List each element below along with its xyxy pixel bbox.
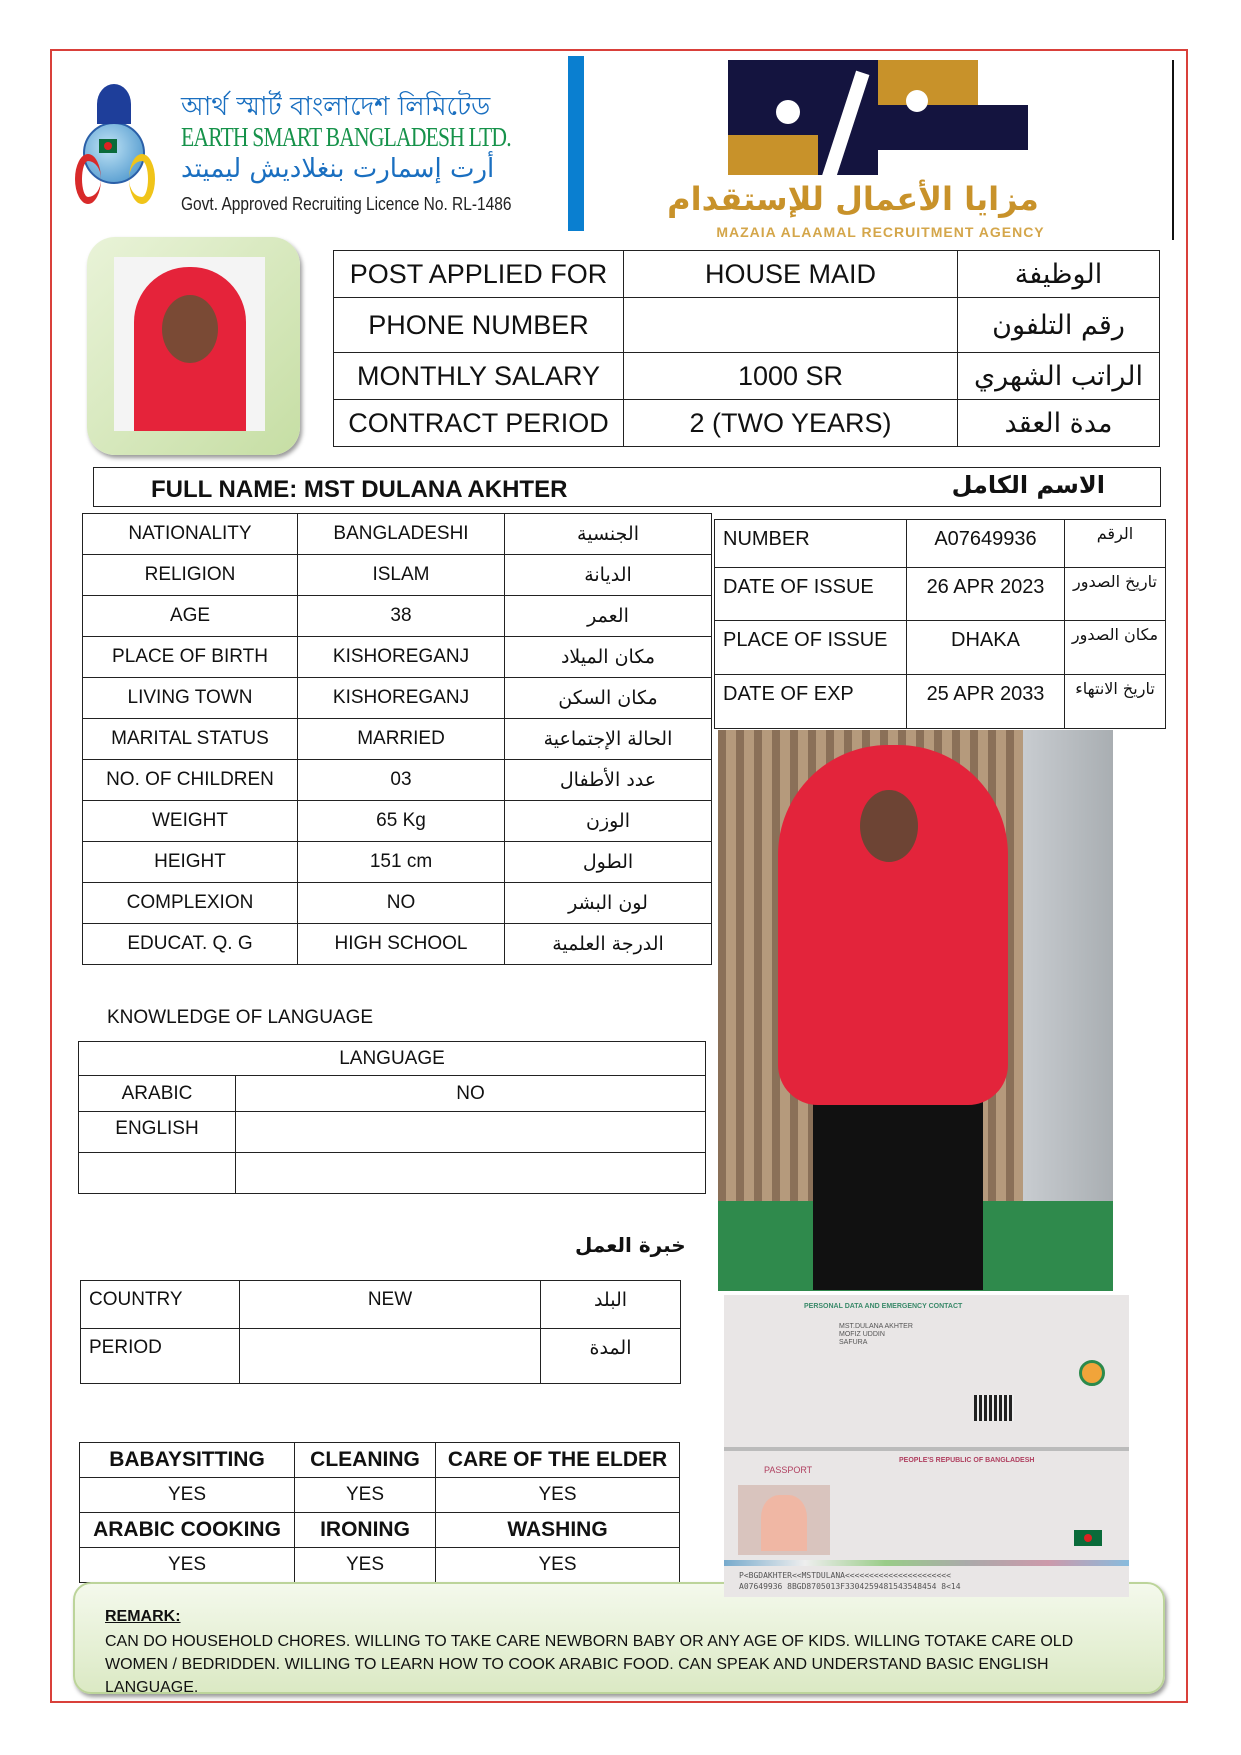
full-name: FULL NAME: MST DULANA AKHTER [151,476,568,503]
logo-bengali-text: আর্থ স্মার্ট বাংলাদেশ লিমিটেড [181,92,491,122]
work-experience-table [80,1280,681,1384]
licence-text: Govt. Approved Recruiting Licence No. RL-1486 [181,194,512,214]
table-row [83,760,712,801]
detail-value: KISHOREGANJ [298,637,505,678]
table-row [715,568,1166,621]
detail-label-ar: الدرجة العلمية [505,924,712,965]
passport-scan-father: MOFIZ UDDIN [839,1331,885,1338]
language-name [79,1153,236,1194]
detail-label: MARITAL STATUS [83,719,298,760]
detail-label: NO. OF CHILDREN [83,760,298,801]
logo-mark-icon [728,60,1028,180]
detail-value: 151 cm [298,842,505,883]
detail-label-ar: الطول [505,842,712,883]
full-name-box [93,467,1161,507]
table-row [80,1478,680,1513]
language-table [78,1041,706,1194]
detail-label: NATIONALITY [83,514,298,555]
passport-label: DATE OF ISSUE [715,568,907,621]
table-row [83,842,712,883]
experience-label-ar: البلد [541,1281,681,1329]
table-row [79,1042,706,1076]
table-row [83,924,712,965]
job-label-ar: مدة العقد [958,400,1160,447]
detail-value: NO [298,883,505,924]
detail-value: BANGLADESHI [298,514,505,555]
passport-mrz-line2: A07649936 8BGD8705013F3304259481543548454 8<14 [739,1582,961,1591]
detail-label-ar: الوزن [505,801,712,842]
passport-scan-name: MST.DULANA AKHTER [839,1323,913,1330]
passport-label: PLACE OF ISSUE [715,621,907,675]
skill-value: YES [295,1478,436,1513]
job-label: MONTHLY SALARY [334,353,624,400]
mazaia-logo [593,56,1168,241]
language-name: ARABIC [79,1076,236,1112]
earth-smart-logo [73,84,543,224]
table-row [83,596,712,637]
skill-name: CARE OF THE ELDER [436,1443,680,1478]
skill-name: IRONING [295,1513,436,1548]
table-row [83,555,712,596]
detail-label: AGE [83,596,298,637]
passport-scan-word: PASSPORT [764,1465,813,1475]
passport-page-divider [724,1447,1129,1451]
detail-value: 38 [298,596,505,637]
skill-name: WASHING [436,1513,680,1548]
table-row [81,1281,681,1329]
table-row [715,675,1166,729]
headshot-photo [114,257,265,431]
table-row [80,1513,680,1548]
language-header: LANGUAGE [79,1042,706,1076]
detail-value: 65 Kg [298,801,505,842]
table-row [83,514,712,555]
right-logo-edge [1172,60,1174,240]
mazaia-arabic-name: مزايا الأعمال للإستقدام [667,180,1039,218]
logo-english-text: EARTH SMART BANGLADESH LTD. [181,122,511,152]
table-row [79,1076,706,1112]
logo-arabic-text: أرت إسمارت بنغلاديش ليميتد [181,154,495,184]
skill-value: YES [80,1478,295,1513]
experience-label-ar: المدة [541,1329,681,1384]
table-row [80,1443,680,1478]
detail-value: 03 [298,760,505,801]
detail-label-ar: الحالة الإجتماعية [505,719,712,760]
detail-label-ar: مكان السكن [505,678,712,719]
passport-label: NUMBER [715,520,907,568]
globe-icon [75,84,155,214]
job-label: CONTRACT PERIOD [334,400,624,447]
passport-info-table [714,519,1166,729]
table-row [83,801,712,842]
remark-title: REMARK: [105,1608,181,1625]
table-row [83,883,712,924]
passport-label-ar: تاريخ الصدور [1065,568,1166,621]
emblem-icon [1079,1360,1105,1386]
detail-label-ar: لون البشر [505,883,712,924]
table-row [83,637,712,678]
table-row [334,400,1160,447]
detail-label-ar: الجنسية [505,514,712,555]
passport-label-ar: تاريخ الانتهاء [1065,675,1166,729]
passport-scan-mother: SAFURA [839,1339,868,1346]
language-level [236,1153,706,1194]
passport-value: 25 APR 2033 [907,675,1065,729]
passport-label-ar: مكان الصدور [1065,621,1166,675]
table-row [80,1548,680,1583]
passport-scan-heading: PERSONAL DATA AND EMERGENCY CONTACT [804,1303,963,1310]
skill-value: YES [436,1548,680,1583]
passport-value: 26 APR 2023 [907,568,1065,621]
job-value: 1000 SR [624,353,958,400]
skill-name: ARABIC COOKING [80,1513,295,1548]
table-row [81,1329,681,1384]
work-experience-title: خبرة العمل [575,1233,686,1257]
table-row [334,298,1160,353]
detail-label: COMPLEXION [83,883,298,924]
detail-label: HEIGHT [83,842,298,883]
blue-divider [568,56,584,231]
mazaia-english-name: MAZAIA ALAAMAL RECRUITMENT AGENCY [716,224,1045,240]
detail-label-ar: الديانة [505,555,712,596]
job-label: POST APPLIED FOR [334,251,624,298]
detail-label: LIVING TOWN [83,678,298,719]
passport-hologram-strip [724,1560,1129,1566]
detail-label: PLACE OF BIRTH [83,637,298,678]
job-label-ar: رقم التلفون [958,298,1160,353]
table-row [79,1112,706,1153]
table-row [715,621,1166,675]
job-label: PHONE NUMBER [334,298,624,353]
detail-label-ar: العمر [505,596,712,637]
detail-value: ISLAM [298,555,505,596]
job-value [624,298,958,353]
table-row [715,520,1166,568]
detail-label: EDUCAT. Q. G [83,924,298,965]
passport-mrz-line1: P<BGDAKHTER<<MSTDULANA<<<<<<<<<<<<<<<<<<<<<< [739,1571,951,1580]
table-row [83,719,712,760]
table-row [83,678,712,719]
job-value: HOUSE MAID [624,251,958,298]
language-level: NO [236,1076,706,1112]
passport-holder-photo [738,1485,830,1555]
experience-label: PERIOD [81,1329,240,1384]
full-body-photo [718,730,1113,1291]
detail-label-ar: عدد الأطفال [505,760,712,801]
job-table [333,250,1160,447]
detail-label-ar: مكان الميلاد [505,637,712,678]
experience-label: COUNTRY [81,1281,240,1329]
detail-label: RELIGION [83,555,298,596]
personal-details-table [82,513,712,965]
qr-code-icon [974,1395,1014,1421]
language-level [236,1112,706,1153]
full-name-label-ar: الاسم الكامل [951,471,1105,499]
remark-text: CAN DO HOUSEHOLD CHORES. WILLING TO TAKE CARE NEWBORN BABY OR ANY AGE OF KIDS. WILLING TOTAKE CARE OLD WOMEN / BEDRIDDEN. WILLING TO LEARN HOW TO COOK ARABIC FOOD. CAN SPEAK AND UNDERSTAND BASIC ENGLISH LANGUAGE. [105,1633,1074,1696]
passport-value: DHAKA [907,621,1065,675]
table-row [334,353,1160,400]
table-row [334,251,1160,298]
passport-flag-icon [1074,1530,1102,1546]
experience-value: NEW [240,1281,541,1329]
detail-value: HIGH SCHOOL [298,924,505,965]
passport-label-ar: الرقم [1065,520,1166,568]
skills-table [79,1442,680,1583]
job-label-ar: الراتب الشهري [958,353,1160,400]
skill-value: YES [295,1548,436,1583]
detail-value: MARRIED [298,719,505,760]
passport-label: DATE OF EXP [715,675,907,729]
detail-value: KISHOREGANJ [298,678,505,719]
detail-label: WEIGHT [83,801,298,842]
remark-box [73,1582,1165,1694]
passport-value: A07649936 [907,520,1065,568]
table-row [79,1153,706,1194]
language-section-title: KNOWLEDGE OF LANGUAGE [107,1007,374,1028]
skill-name: CLEANING [295,1443,436,1478]
job-value: 2 (TWO YEARS) [624,400,958,447]
skill-value: YES [80,1548,295,1583]
passport-scan [724,1295,1129,1597]
skill-value: YES [436,1478,680,1513]
skill-name: BABAYSITTING [80,1443,295,1478]
experience-value [240,1329,541,1384]
passport-scan-country: PEOPLE'S REPUBLIC OF BANGLADESH [899,1457,1035,1464]
job-label-ar: الوظيفة [958,251,1160,298]
language-name: ENGLISH [79,1112,236,1153]
